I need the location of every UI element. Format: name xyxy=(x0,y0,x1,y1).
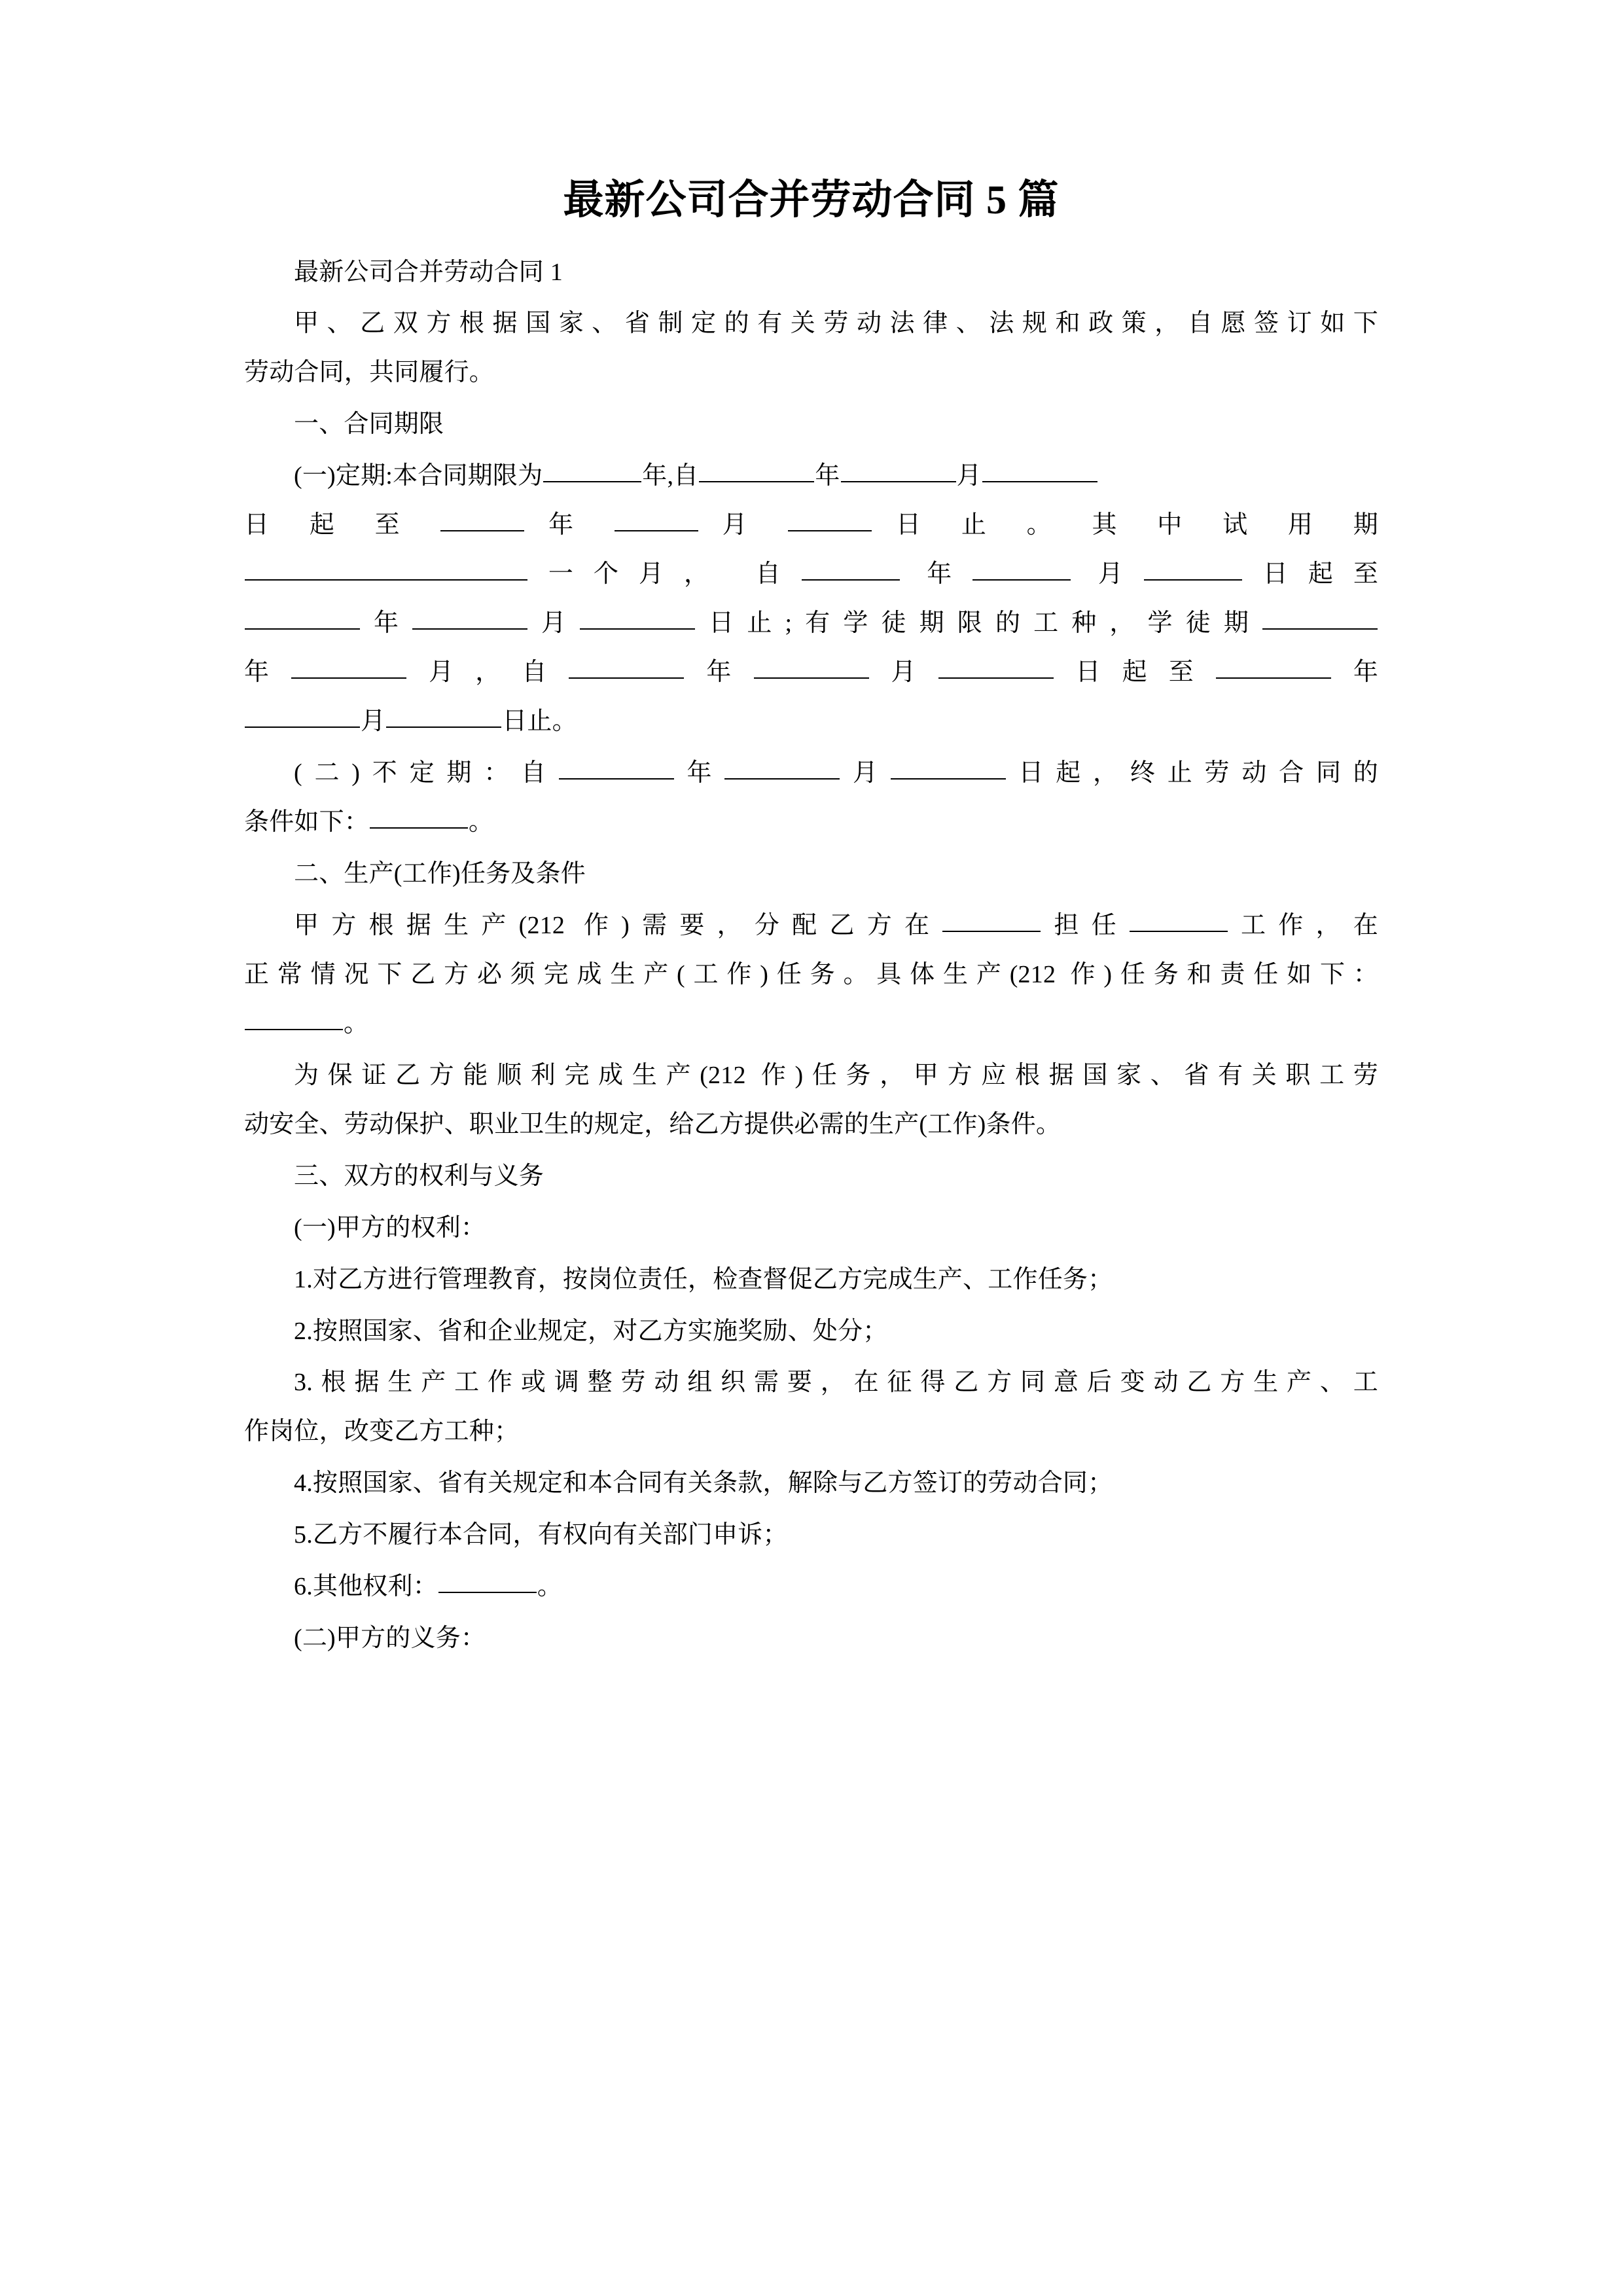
text-period: 。 xyxy=(1026,511,1069,539)
paragraph-fixed-term-line1 xyxy=(244,452,1378,500)
text-start-to: 日起至 xyxy=(1242,560,1379,588)
text-period-2: 。 xyxy=(469,808,494,836)
paragraph-indefinite-term-line1 xyxy=(244,749,1378,797)
text-month: 月 xyxy=(722,511,764,539)
blank-field[interactable] xyxy=(788,511,872,531)
text-from-2: 自 xyxy=(755,560,801,588)
text-month-6: 月 xyxy=(840,759,890,787)
text-to: 至 xyxy=(374,511,417,539)
paragraph-section2-conditions-line2: 动安全、劳动保护、职业卫生的规定，给乙方提供必需的生产(工作)条件。 xyxy=(244,1110,1061,1138)
text-month-3: 月 xyxy=(528,609,580,637)
text-shi: 试 xyxy=(1222,511,1265,539)
blank-field[interactable] xyxy=(569,658,684,679)
heading-section-3-sub-2: (二)甲方的义务： xyxy=(294,1624,486,1653)
other-rights-label: 6.其他权利： xyxy=(294,1573,438,1601)
text-year-2: 年 xyxy=(927,560,972,588)
list-item-6 xyxy=(244,1563,1378,1611)
text-terminate: 日起，终止劳动合同的 xyxy=(1006,759,1379,787)
list-item-1: 1.对乙方进行管理教育，按岗位责任，检查督促乙方完成生产、工作任务； xyxy=(294,1265,1113,1293)
blank-field[interactable] xyxy=(543,461,641,482)
blank-field[interactable] xyxy=(1216,658,1331,679)
paragraph-section2-line3 xyxy=(244,1000,1378,1048)
paragraph-fixed-term-line6 xyxy=(244,698,1378,745)
paragraph-fixed-term-line2 xyxy=(244,501,1378,549)
blank-field[interactable] xyxy=(942,911,1041,932)
list-item-3-line2: 作岗位，改变乙方工种； xyxy=(244,1418,520,1446)
blank-field[interactable] xyxy=(245,707,360,728)
assign-text-b: 担任 xyxy=(1041,911,1129,939)
text-period-3: 。 xyxy=(344,1009,369,1037)
blank-field[interactable] xyxy=(724,759,840,780)
text-year-5: 年 xyxy=(685,658,753,687)
paragraph-fixed-term-line3 xyxy=(244,550,1378,598)
blank-field[interactable] xyxy=(891,759,1006,780)
blank-field[interactable] xyxy=(412,609,527,630)
text-qi2: 期 xyxy=(1353,511,1378,539)
text-start-to-2: 日起至 xyxy=(1054,658,1215,687)
text-year-3: 年 xyxy=(361,609,412,637)
heading-section-2: 二、生产(工作)任务及条件 xyxy=(294,859,586,888)
blank-field[interactable] xyxy=(580,609,695,630)
text-from: 起 xyxy=(309,511,351,539)
blank-field[interactable] xyxy=(972,560,1071,581)
text-qi: 其 xyxy=(1092,511,1134,539)
blank-field[interactable] xyxy=(386,707,501,728)
document-content xyxy=(244,175,1378,1666)
heading-section-1: 一、合同期限 xyxy=(294,410,444,439)
blank-field[interactable] xyxy=(982,461,1097,482)
fixed-term-label: (一)定期: xyxy=(294,462,393,490)
blank-field[interactable] xyxy=(615,511,698,531)
indefinite-term-label: (二)不定期：自 xyxy=(294,759,558,787)
text-period-4: 。 xyxy=(537,1573,563,1601)
text-stop: 止 xyxy=(961,511,1003,539)
fixed-term-text-d: 月 xyxy=(956,462,982,490)
blank-field[interactable] xyxy=(699,461,814,482)
blank-field[interactable] xyxy=(245,609,360,630)
text-month-2: 月 xyxy=(1097,560,1143,588)
paragraph-preamble-line1: 甲、乙双方根据国家、省制定的有关劳动法律、法规和政策，自愿签订如下 xyxy=(294,310,1378,338)
blank-field[interactable] xyxy=(291,658,406,679)
fixed-term-text-b: 年,自 xyxy=(642,462,699,490)
text-day-2: 日 xyxy=(896,511,938,539)
paragraph-fixed-term-line5 xyxy=(244,649,1378,696)
document-subtitle: 最新公司合并劳动合同 1 xyxy=(294,258,563,286)
text-month-comma: 月，自 xyxy=(407,658,569,687)
text-year-6: 年 xyxy=(1331,658,1379,687)
blank-field[interactable] xyxy=(438,1572,537,1593)
text-month-5: 月 xyxy=(361,708,386,736)
text-yong: 用 xyxy=(1287,511,1330,539)
list-item-3-line1: 3.根据生产工作或调整劳动组织需要，在征得乙方同意后变动乙方生产、工 xyxy=(294,1369,1378,1397)
assign-text-c: 工作，在 xyxy=(1228,911,1378,939)
text-apprentice: 日止;有学徒期限的工种，学徒期 xyxy=(696,609,1262,637)
text-month-4: 月 xyxy=(869,658,938,687)
blank-field[interactable] xyxy=(754,658,869,679)
heading-section-3: 三、双方的权利与义务 xyxy=(294,1162,544,1190)
text-day-stop: 日止。 xyxy=(502,708,577,736)
blank-field[interactable] xyxy=(1144,560,1242,581)
blank-field[interactable] xyxy=(841,461,956,482)
blank-field[interactable] xyxy=(802,560,900,581)
blank-field[interactable] xyxy=(440,511,524,531)
conditions-label: 条件如下： xyxy=(244,808,370,836)
fixed-term-text-a: 本合同期限为 xyxy=(393,462,543,490)
blank-field[interactable] xyxy=(1130,911,1228,932)
list-item-4: 4.按照国家、省有关规定和本合同有关条款，解除与乙方签订的劳动合同； xyxy=(294,1469,1113,1498)
blank-field[interactable] xyxy=(370,808,468,829)
blank-field[interactable] xyxy=(245,1009,343,1030)
text-zhong: 中 xyxy=(1157,511,1200,539)
text-day: 日 xyxy=(244,511,287,539)
heading-section-3-sub-1: (一)甲方的权利： xyxy=(294,1213,486,1242)
paragraph-preamble-line2: 劳动合同，共同履行。 xyxy=(244,359,495,387)
paragraph-fixed-term-line4 xyxy=(244,600,1378,647)
paragraph-section2-line2: 正常情况下乙方必须完成生产(工作)任务。具体生产(212 作)任务和责任如下： xyxy=(244,960,1378,988)
paragraph-section2-line1 xyxy=(244,902,1378,950)
page-title: 最新公司合并劳动合同 5 篇 xyxy=(563,178,1060,223)
text-year-7: 年 xyxy=(674,759,724,787)
blank-field[interactable] xyxy=(1262,609,1378,630)
text-year-4: 年 xyxy=(244,658,291,687)
list-item-2: 2.按照国家、省和企业规定，对乙方实施奖励、处分； xyxy=(294,1317,888,1345)
blank-field[interactable] xyxy=(559,759,674,780)
text-year: 年 xyxy=(548,511,591,539)
fixed-term-text-c: 年 xyxy=(815,462,840,490)
text-one-month: 一个月， xyxy=(528,560,730,588)
paragraph-section2-conditions-line1: 为保证乙方能顺利完成生产(212 作)任务，甲方应根据国家、省有关职工劳 xyxy=(294,1061,1378,1089)
paragraph-indefinite-term-line2 xyxy=(244,798,1378,846)
blank-field[interactable] xyxy=(938,658,1054,679)
blank-field[interactable] xyxy=(245,560,527,581)
list-item-5: 5.乙方不履行本合同，有权向有关部门申诉； xyxy=(294,1521,788,1549)
assign-text-a: 甲方根据生产(212 作)需要，分配乙方在 xyxy=(294,911,942,939)
